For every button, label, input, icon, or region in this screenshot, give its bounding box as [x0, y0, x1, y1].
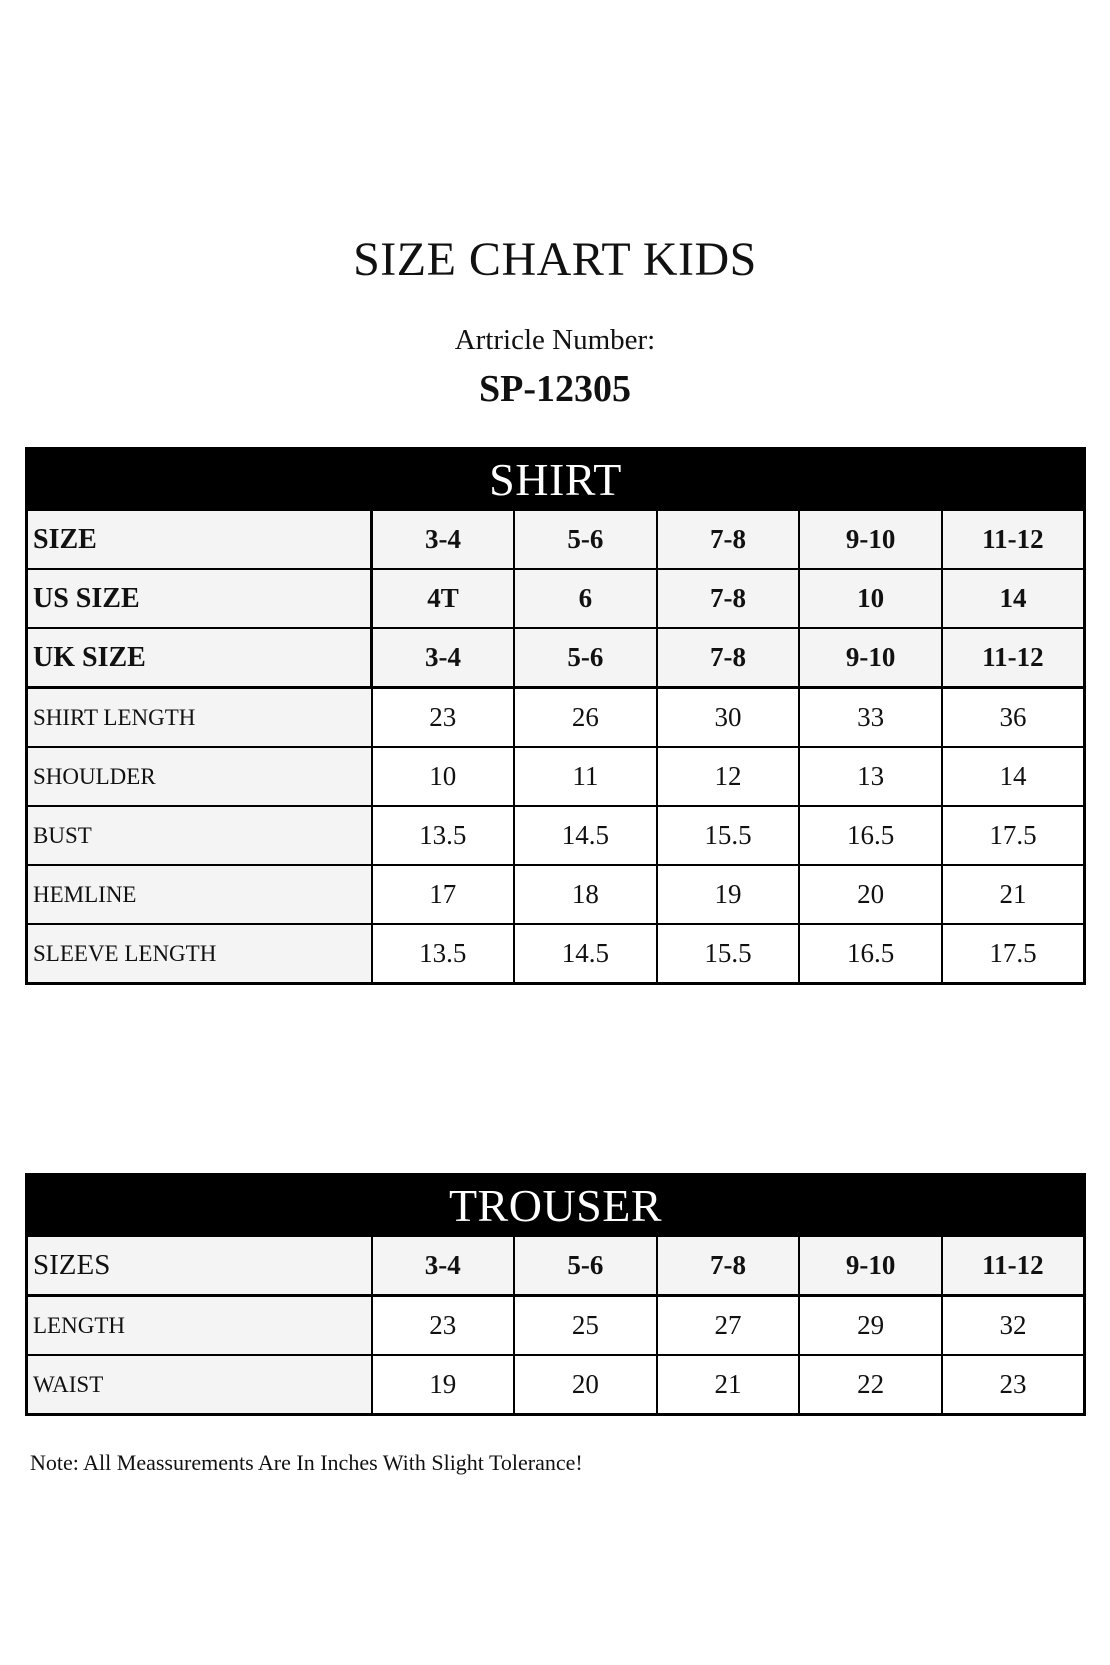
trouser-heading: TROUSER [27, 1175, 1085, 1237]
row-label: SHOULDER [27, 747, 372, 806]
shirt-heading: SHIRT [27, 449, 1085, 511]
table-cell: 5-6 [514, 1236, 657, 1296]
table-cell: 15.5 [657, 924, 800, 984]
table-cell: 11-12 [942, 1236, 1085, 1296]
table-cell: 18 [514, 865, 657, 924]
table-cell: 36 [942, 688, 1085, 748]
table-row [27, 569, 1085, 628]
table-cell: 9-10 [799, 628, 942, 688]
trouser-banner-row [27, 1175, 1085, 1237]
article-number-label: Artricle Number: [454, 324, 656, 356]
table-cell: 22 [799, 1355, 942, 1415]
table-row [27, 510, 1085, 569]
table-cell: 21 [942, 865, 1085, 924]
table-row [27, 806, 1085, 865]
table-row [27, 865, 1085, 924]
table-cell: 7-8 [657, 628, 800, 688]
table-row [27, 628, 1085, 688]
table-cell: 32 [942, 1296, 1085, 1356]
measurement-note: Note: All Meassurements Are In Inches With Slight Tolerance! [30, 1450, 583, 1475]
table-cell: 13.5 [372, 806, 515, 865]
page-title: SIZE CHART KIDS [353, 233, 757, 286]
table-cell: 15.5 [657, 806, 800, 865]
row-label: WAIST [27, 1355, 372, 1415]
table-cell: 13 [799, 747, 942, 806]
table-row [27, 924, 1085, 984]
row-label: SIZES [27, 1236, 372, 1296]
table-cell: 19 [372, 1355, 515, 1415]
table-cell: 9-10 [799, 1236, 942, 1296]
row-label: LENGTH [27, 1296, 372, 1356]
table-row [27, 1296, 1085, 1356]
table-cell: 5-6 [514, 510, 657, 569]
table-cell: 14 [942, 747, 1085, 806]
table-cell: 26 [514, 688, 657, 748]
table-cell: 7-8 [657, 569, 800, 628]
table-cell: 23 [372, 688, 515, 748]
table-cell: 6 [514, 569, 657, 628]
table-cell: 23 [372, 1296, 515, 1356]
table-cell: 19 [657, 865, 800, 924]
shirt-banner-row [27, 449, 1085, 511]
article-number-value: SP-12305 [479, 368, 631, 410]
table-cell: 13.5 [372, 924, 515, 984]
row-label: BUST [27, 806, 372, 865]
row-label: SLEEVE LENGTH [27, 924, 372, 984]
table-cell: 7-8 [657, 510, 800, 569]
row-label: SIZE [27, 510, 372, 569]
table-cell: 10 [372, 747, 515, 806]
row-label: US SIZE [27, 569, 372, 628]
table-cell: 20 [799, 865, 942, 924]
table-cell: 3-4 [372, 510, 515, 569]
table-row [27, 1355, 1085, 1415]
table-cell: 11-12 [942, 510, 1085, 569]
table-cell: 3-4 [372, 628, 515, 688]
table-cell: 14.5 [514, 806, 657, 865]
table-cell: 4T [372, 569, 515, 628]
table-cell: 20 [514, 1355, 657, 1415]
table-cell: 25 [514, 1296, 657, 1356]
table-cell: 27 [657, 1296, 800, 1356]
table-cell: 9-10 [799, 510, 942, 569]
table-cell: 30 [657, 688, 800, 748]
table-cell: 17.5 [942, 806, 1085, 865]
table-row [27, 1236, 1085, 1296]
table-cell: 14.5 [514, 924, 657, 984]
table-cell: 21 [657, 1355, 800, 1415]
table-cell: 29 [799, 1296, 942, 1356]
table-row [27, 747, 1085, 806]
table-cell: 17.5 [942, 924, 1085, 984]
table-cell: 11 [514, 747, 657, 806]
row-label: UK SIZE [27, 628, 372, 688]
table-cell: 12 [657, 747, 800, 806]
table-row [27, 688, 1085, 748]
table-cell: 5-6 [514, 628, 657, 688]
table-cell: 23 [942, 1355, 1085, 1415]
row-label: SHIRT LENGTH [27, 688, 372, 748]
table-cell: 33 [799, 688, 942, 748]
table-cell: 16.5 [799, 924, 942, 984]
table-cell: 10 [799, 569, 942, 628]
table-cell: 11-12 [942, 628, 1085, 688]
table-cell: 14 [942, 569, 1085, 628]
table-cell: 16.5 [799, 806, 942, 865]
trouser-size-table [25, 1173, 1086, 1416]
table-cell: 7-8 [657, 1236, 800, 1296]
row-label: HEMLINE [27, 865, 372, 924]
shirt-size-table [25, 447, 1086, 985]
table-cell: 17 [372, 865, 515, 924]
table-cell: 3-4 [372, 1236, 515, 1296]
